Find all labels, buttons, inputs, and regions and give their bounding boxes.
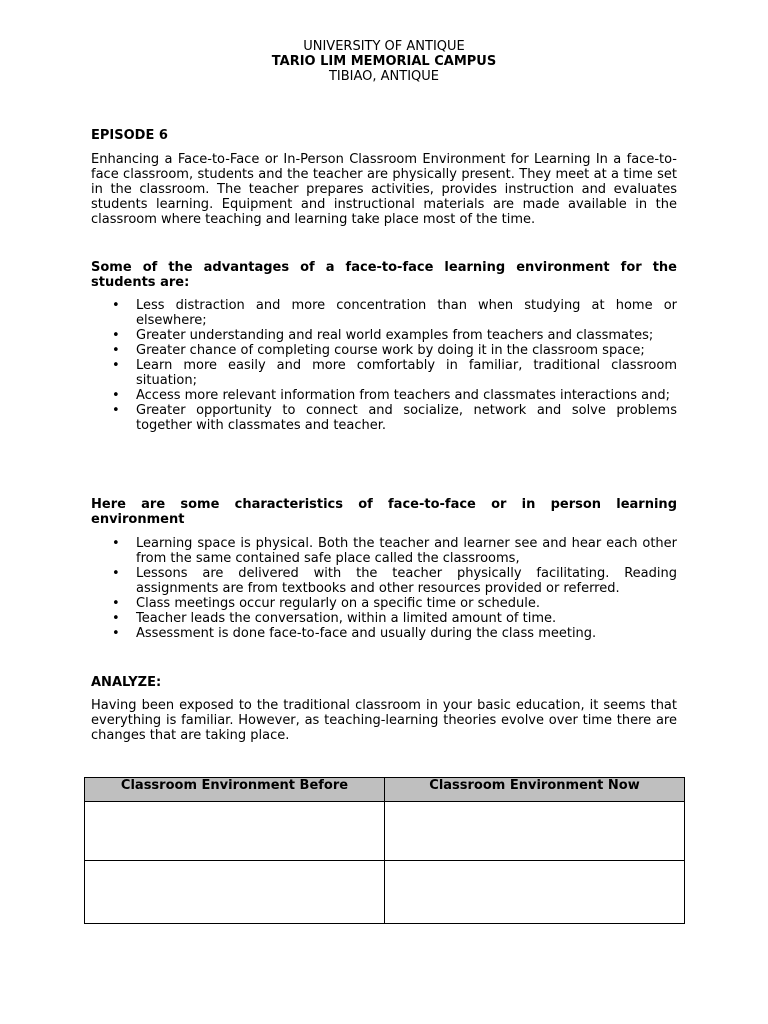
analyze-paragraph: Having been exposed to the traditional classroom in your basic education, it seems that everything is familiar. However, as teaching-learning theories evolve over time there are changes that are taking place. — [91, 698, 677, 743]
list-item-text: Assessment is done face-to-face and usually during the class meeting. — [136, 626, 597, 641]
episode-title: EPISODE 6 — [91, 128, 168, 143]
list-item — [91, 298, 677, 328]
bullet-icon: • — [112, 343, 120, 358]
table-row — [85, 802, 685, 861]
campus-location: TIBIAO, ANTIQUE — [328, 69, 440, 84]
bullet-icon: • — [112, 328, 120, 343]
bullet-icon: • — [112, 536, 120, 551]
characteristics-heading: Here are some characteristics of face-to-face or in person learning environment — [91, 497, 677, 527]
bullet-icon: • — [112, 596, 120, 611]
advantages-heading: Some of the advantages of a face-to-face learning environment for the students are: — [91, 260, 677, 290]
list-item — [91, 343, 677, 358]
list-item-text: Greater understanding and real world examples from teachers and classmates; — [136, 328, 654, 343]
list-item-text: Greater chance of completing course work by doing it in the classroom space; — [136, 343, 645, 358]
characteristics-list — [91, 536, 677, 641]
list-item — [91, 596, 677, 611]
bullet-icon: • — [112, 298, 120, 313]
advantages-list — [91, 298, 677, 433]
bullet-icon: • — [112, 358, 120, 373]
list-item-text: Teacher leads the conversation, within a limited amount of time. — [136, 611, 557, 626]
university-name: UNIVERSITY OF ANTIQUE — [303, 39, 465, 54]
list-item — [91, 626, 677, 641]
analyze-heading: ANALYZE: — [91, 675, 162, 690]
list-item — [91, 566, 677, 596]
bullet-icon: • — [112, 611, 120, 626]
list-item — [91, 611, 677, 626]
list-item-text: Lessons are delivered with the teacher physically facilitating. Reading assignments are from textbooks and other resources provided or referred. — [136, 566, 677, 596]
campus-name: TARIO LIM MEMORIAL CAMPUS — [271, 54, 497, 69]
list-item — [91, 403, 677, 433]
list-item — [91, 388, 677, 403]
list-item-text: Class meetings occur regularly on a specific time or schedule. — [136, 596, 540, 611]
list-item — [91, 328, 677, 343]
list-item-text: Greater opportunity to connect and socialize, network and solve problems together with classmates and teacher. — [136, 403, 677, 433]
table-row — [85, 861, 685, 924]
bullet-icon: • — [112, 403, 120, 418]
list-item — [91, 358, 677, 388]
table-cell[interactable] — [385, 802, 685, 861]
column-header-now: Classroom Environment Now — [385, 778, 685, 802]
list-item — [91, 536, 677, 566]
column-header-before: Classroom Environment Before — [85, 778, 385, 802]
table-header-row — [85, 778, 685, 802]
table-cell[interactable] — [85, 861, 385, 924]
bullet-icon: • — [112, 566, 120, 581]
intro-paragraph: Enhancing a Face-to-Face or In-Person Classroom Environment for Learning In a face-to-face classroom, students and the teacher are physically present. They meet at a time set in the classroom. The teacher prepares activities, provides instruction and evaluates students learning. Equipment and instructional materials are made available in the classroom where teaching and learning take place most of the time. — [91, 152, 677, 227]
list-item-text: Less distraction and more concentration than when studying at home or elsewhere; — [136, 298, 677, 328]
bullet-icon: • — [112, 388, 120, 403]
document-header — [0, 39, 768, 84]
table-cell[interactable] — [385, 861, 685, 924]
list-item-text: Learning space is physical. Both the teacher and learner see and hear each other from the same contained safe place called the classrooms, — [136, 536, 677, 566]
comparison-table — [84, 777, 685, 924]
list-item-text: Access more relevant information from teachers and classmates interactions and; — [136, 388, 671, 403]
table-cell[interactable] — [85, 802, 385, 861]
list-item-text: Learn more easily and more comfortably in familiar, traditional classroom situation; — [136, 358, 677, 388]
bullet-icon: • — [112, 626, 120, 641]
